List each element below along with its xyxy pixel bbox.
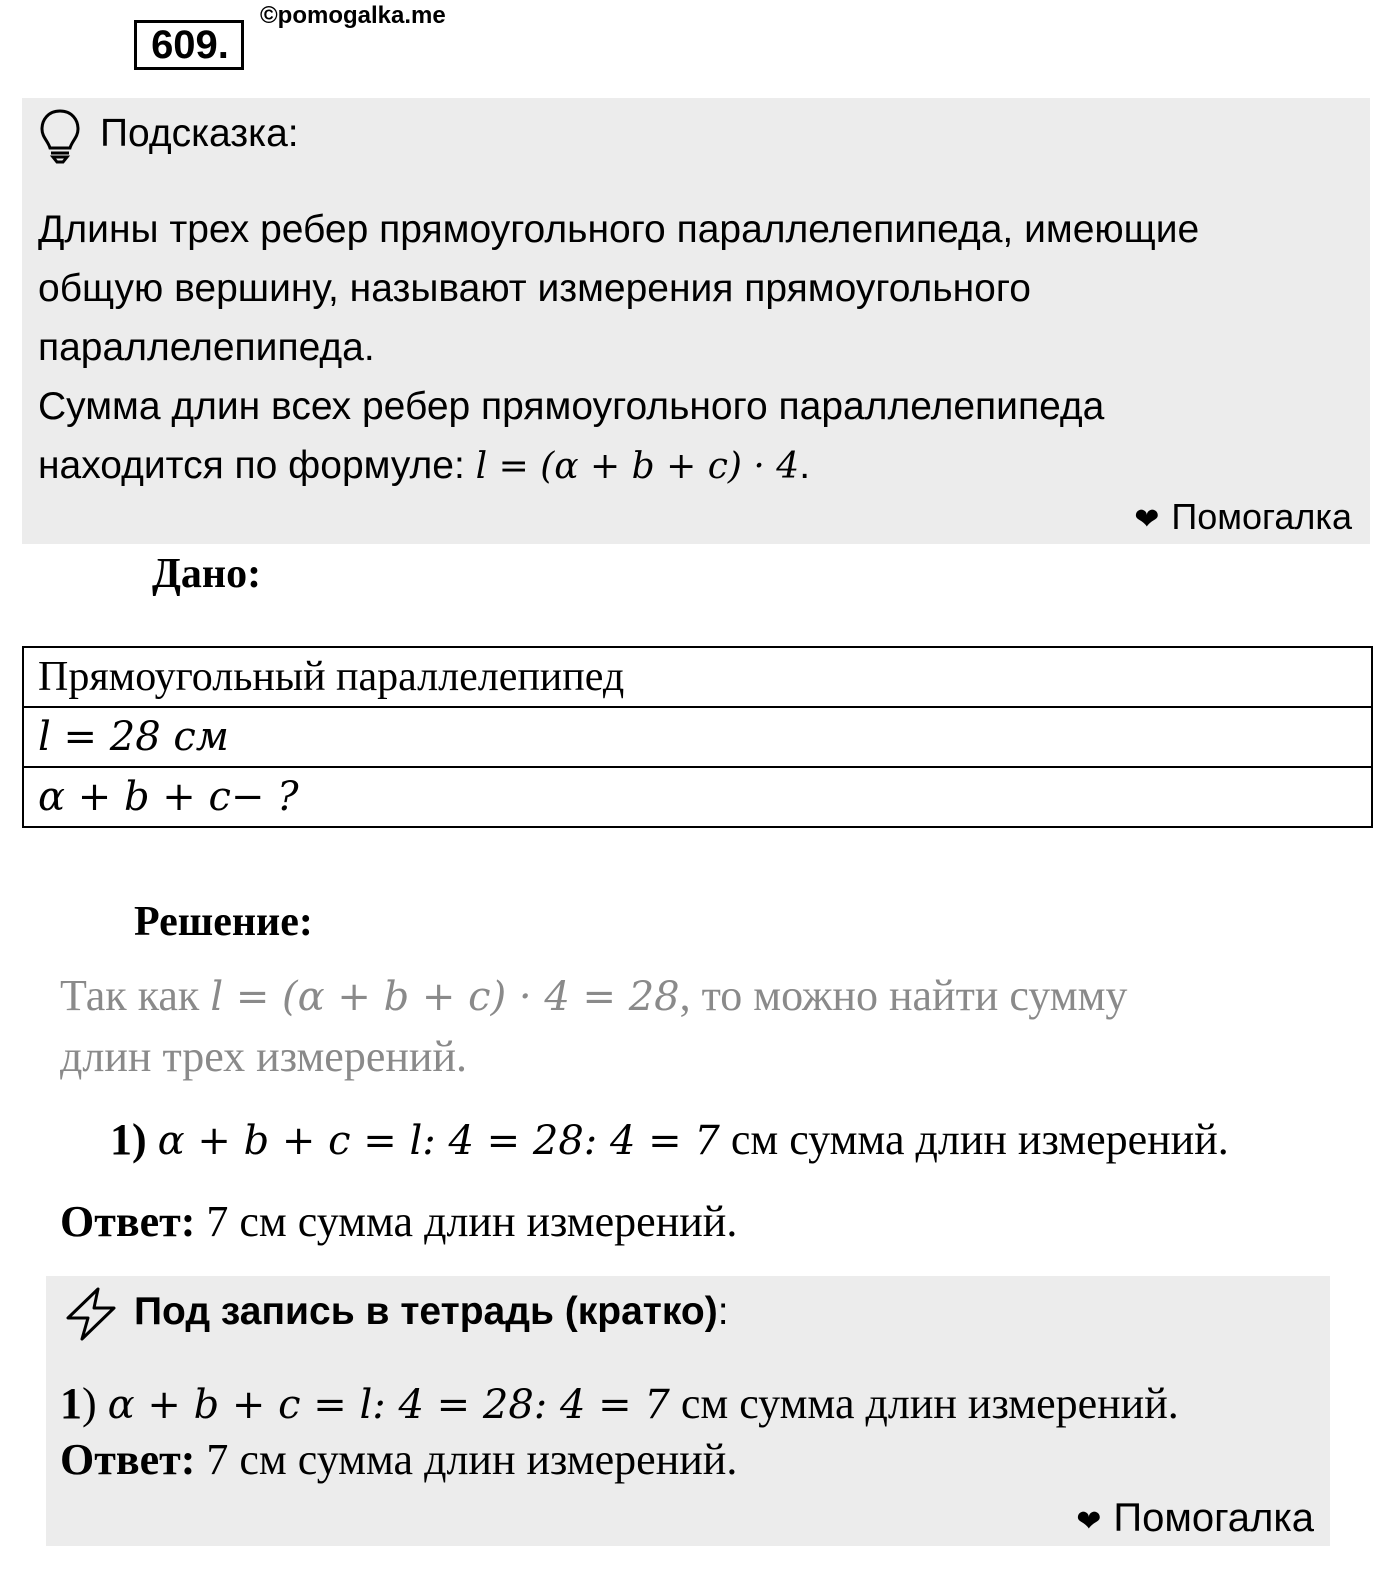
- lightbulb-icon: [38, 108, 82, 164]
- answer-label: Ответ:: [60, 1197, 196, 1246]
- hint-line: Сумма длин всех ребер прямоугольного параллелепипеда: [38, 385, 1105, 428]
- answer-text: 7 см сумма длин измерений.: [195, 1197, 738, 1246]
- table-row: [23, 647, 1372, 707]
- hint-text: находится по формуле:: [38, 444, 476, 487]
- short-title: [134, 1290, 729, 1334]
- heart-icon: ❤: [1076, 1505, 1102, 1538]
- brand-text: Помогалка: [1171, 496, 1352, 537]
- solution-label: Решение:: [134, 899, 313, 945]
- short-title-text: Под запись в тетрадь (кратко): [134, 1290, 718, 1333]
- step-text: см сумма длин измерений.: [719, 1115, 1229, 1164]
- lightning-icon: [62, 1286, 120, 1342]
- hint-line: Длины трех ребер прямоугольного параллелепипеда, имеющие: [38, 208, 1200, 251]
- hint-title: Подсказка:: [100, 112, 299, 155]
- step-formula: α + b + c = l: 4 = 28: 4 = 7: [157, 1118, 720, 1164]
- intro-text: длин трех измерений.: [60, 1032, 467, 1081]
- table-row: [23, 707, 1372, 767]
- brand-text: Помогалка: [1113, 1496, 1314, 1540]
- hint-body: [38, 200, 1358, 496]
- given-cell: α + b + c− ?: [23, 767, 1372, 827]
- step-paren: ): [82, 1379, 97, 1428]
- intro-text: , то можно найти сумму: [679, 971, 1128, 1020]
- table-row: [23, 767, 1372, 827]
- step-formula: α + b + c = l: 4 = 28: 4 = 7: [107, 1382, 670, 1428]
- given-cell: l = 28 см: [23, 707, 1372, 767]
- answer-text: 7 см сумма длин измерений.: [195, 1435, 738, 1484]
- solution-step: [110, 1114, 1229, 1165]
- problem-number: 609.: [134, 20, 244, 70]
- answer-label: Ответ:: [60, 1435, 196, 1484]
- short-answer: [60, 1434, 737, 1485]
- given-label: Дано:: [152, 551, 262, 597]
- given-cell: Прямоугольный параллелепипед: [23, 647, 1372, 707]
- step-number: 1: [60, 1379, 82, 1428]
- solution-intro: [60, 966, 1360, 1087]
- given-table: [22, 646, 1373, 828]
- heart-icon: ❤: [1134, 503, 1160, 536]
- hint-formula: l = (α + b + c) · 4: [475, 446, 800, 487]
- answer: [60, 1196, 737, 1247]
- hint-line: [38, 436, 1358, 496]
- hint-line: общую вершину, называют измерения прямоугольного: [38, 267, 1031, 310]
- step-number: 1): [110, 1115, 147, 1164]
- intro-text: Так как: [60, 971, 211, 1020]
- brand-label: [1134, 496, 1352, 538]
- short-title-colon: :: [717, 1290, 729, 1333]
- watermark: ©pomogalka.me: [260, 2, 446, 29]
- hint-line: параллелепипеда.: [38, 326, 375, 369]
- short-step: [60, 1378, 1179, 1429]
- intro-formula: l = (α + b + c) · 4 = 28: [210, 974, 680, 1020]
- brand-label: [1076, 1496, 1314, 1541]
- hint-period: .: [799, 444, 811, 487]
- step-text: см сумма длин измерений.: [669, 1379, 1179, 1428]
